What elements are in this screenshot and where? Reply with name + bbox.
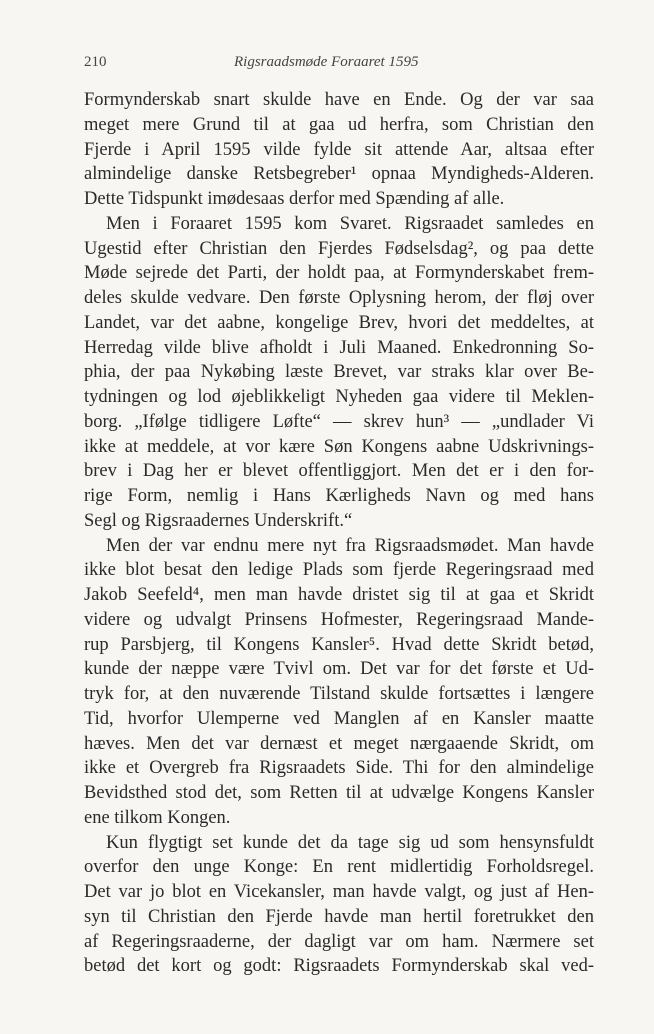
text-line: af Regeringsraaderne, der dagligt var om ham. Nærmere set bbox=[84, 931, 594, 952]
text-line: Jakob Seefeld⁴, men man havde dristet sig til at gaa et Skridt bbox=[84, 585, 594, 605]
text-line: Tid, hvorfor Ulemperne ved Manglen af en Kansler maatte bbox=[84, 708, 594, 729]
text-line: Men i Foraaret 1595 kom Svaret. Rigsraadet samledes en bbox=[106, 213, 594, 234]
text-line: deles skulde vedvare. Den første Oplysning herom, der fløj over bbox=[84, 288, 594, 308]
text-line: borg. „Ifølge tidligere Løfte“ — skrev hun³ — „undlader Vi bbox=[84, 411, 594, 432]
text-line: betød det kort og godt: Rigsraadets Formynderskab skal ved- bbox=[84, 956, 594, 977]
text-line: hæves. Men det var dernæst et meget nærgaaende Skridt, om bbox=[84, 733, 594, 754]
text-line: Fjerde i April 1595 vilde fylde sit attende Aar, altsaa efter bbox=[84, 139, 594, 160]
text-line: rup Parsbjerg, til Kongens Kansler⁵. Hvad dette Skridt betød, bbox=[84, 634, 594, 655]
text-line: Dette Tidspunkt imødesaas derfor med Spænding af alle. bbox=[84, 189, 505, 209]
text-line: tryk for, at den nuværende Tilstand skulde fortsættes i længere bbox=[84, 684, 594, 704]
text-line: Bevidsthed stod det, som Retten til at udvælge Kongens Kansler bbox=[84, 783, 594, 803]
text-line: Ugestid efter Christian den Fjerdes Fødselsdag², og paa dette bbox=[84, 238, 594, 259]
text-line: ene tilkom Kongen. bbox=[84, 807, 231, 828]
text-line: kunde der næppe være Tvivl om. Det var for det første et Ud- bbox=[84, 659, 594, 680]
text-line: Kun flygtigt set kunde det da tage sig ud som hensynsfuldt bbox=[106, 832, 594, 853]
text-line: Det var jo blot en Vicekansler, man havde valgt, og just af Hen- bbox=[84, 882, 594, 902]
page-number: 210 bbox=[84, 54, 107, 70]
text-line: overfor den unge Konge: En rent midlertidig Forholdsregel. bbox=[84, 857, 594, 878]
text-line: almindelige danske Retsbegreber¹ opnaa Myndigheds-Alderen. bbox=[84, 164, 594, 185]
text-line: ikke et Overgreb fra Rigsraadets Side. Thi for den almindelige bbox=[84, 758, 594, 779]
text-line: tydningen og lod øjeblikkeligt Nyheden gaa videre til Meklen- bbox=[84, 387, 594, 407]
text-line: meget mere Grund til at gaa ud herfra, som Christian den bbox=[84, 114, 594, 135]
text-line: syn til Christian den Fjerde havde man hertil foretrukket den bbox=[84, 906, 594, 927]
text-line: videre og udvalgt Prinsens Hofmester, Regeringsraad Mande- bbox=[84, 609, 594, 630]
text-line: brev i Dag her er blevet offentliggjort. Men det er i den for- bbox=[84, 461, 594, 482]
text-line: Segl og Rigsraadernes Underskrift.“ bbox=[84, 510, 353, 531]
running-title: Rigsraadsmøde Foraaret 1595 bbox=[234, 54, 419, 70]
text-line: Formynderskab snart skulde have en Ende. Og der var saa bbox=[84, 90, 594, 110]
text-line: phia, der paa Nykøbing læste Brevet, var straks klar over Be- bbox=[84, 362, 594, 383]
text-line: Møde sejrede det Parti, der holdt paa, at Formynderskabet frem- bbox=[84, 263, 594, 284]
text-line: ikke blot besat den ledige Plads som fjerde Regeringsraad med bbox=[84, 560, 594, 581]
text-line: Men der var endnu mere nyt fra Rigsraadsmødet. Man havde bbox=[106, 535, 594, 556]
text-line: Landet, var det aabne, kongelige Brev, hvori det meddeltes, at bbox=[84, 312, 594, 333]
text-line: rige Form, nemlig i Hans Kærligheds Navn og med hans bbox=[84, 486, 594, 506]
body-text bbox=[84, 88, 594, 979]
running-header bbox=[84, 54, 594, 74]
text-line: ikke at meddele, at vor kære Søn Kongens aabne Udskrivnings- bbox=[84, 436, 594, 457]
text-line: Herredag vilde blive afholdt i Juli Maaned. Enkedronning So- bbox=[84, 337, 594, 358]
